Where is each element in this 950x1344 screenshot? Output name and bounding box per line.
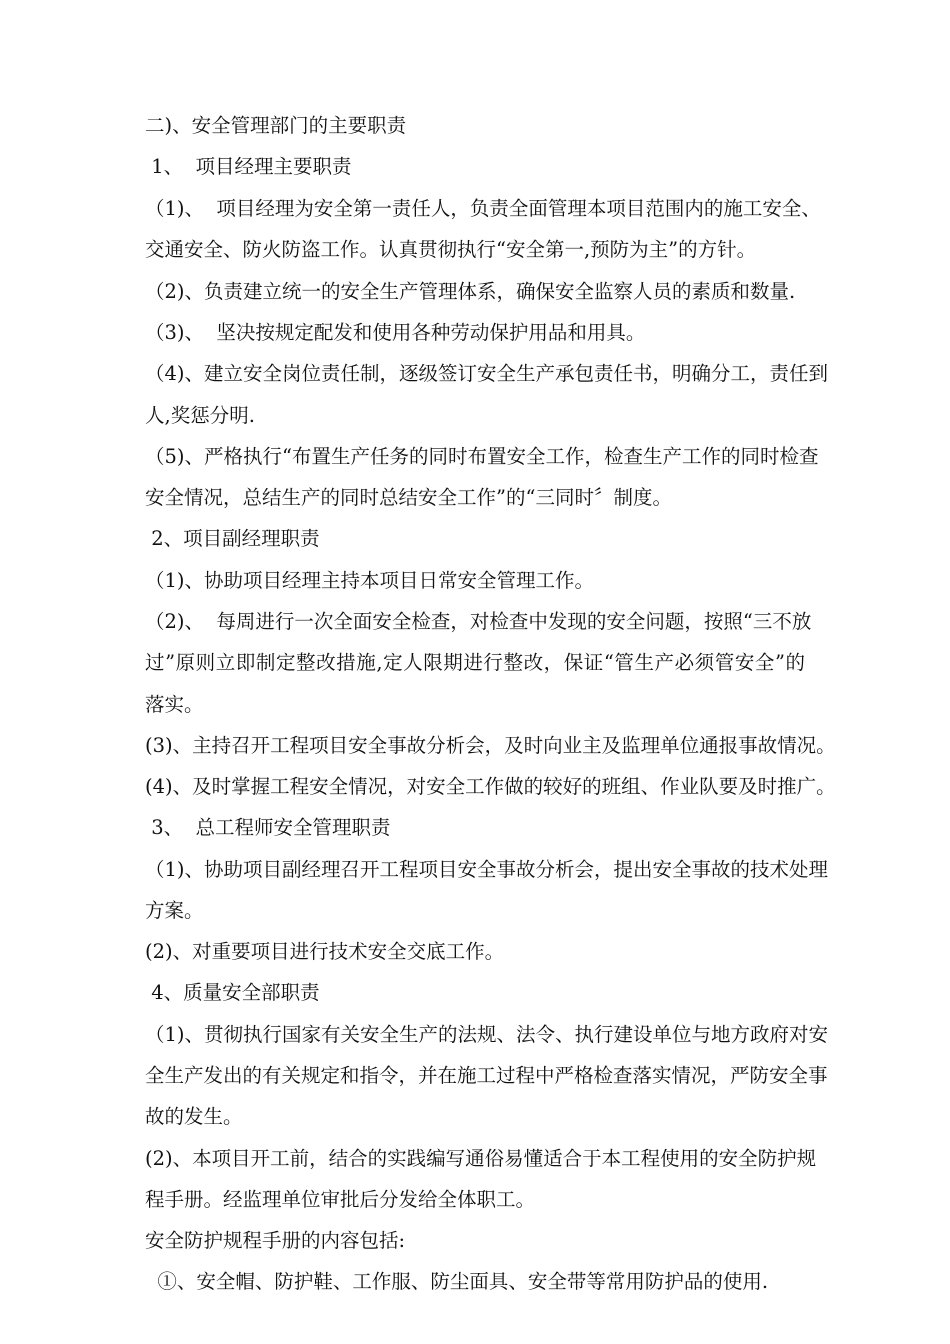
paragraph-line: （2)、 每周进行一次全面安全检查，对检查中发现的安全问题，按照“三不放 [145,610,812,633]
subsection-heading: 2、项目副经理职责 [145,527,320,550]
paragraph-line: 过”原则立即制定整改措施,定人限期进行整改，保证“管生产必须管安全”的 [145,651,805,674]
paragraph-line: （1)、协助项目副经理召开工程项目安全事故分析会，提出安全事故的技术处理 [145,858,829,881]
paragraph-line: （1)、贯彻执行国家有关安全生产的法规、法令、执行建设单位与地方政府对安 [145,1023,829,1046]
paragraph-line: 全生产发出的有关规定和指令，并在施工过程中严格检查落实情况，严防安全事 [145,1064,828,1087]
paragraph-line: 安全情况，总结生产的同时总结安全工作”的“三同时〞制度。 [145,486,672,509]
section-heading: 二)、安全管理部门的主要职责 [145,114,407,137]
paragraph-line: 故的发生。 [145,1105,243,1128]
paragraph-line: （2)、负责建立统一的安全生产管理体系，确保安全监察人员的素质和数量. [145,280,796,303]
paragraph-line: （1)、 项目经理为安全第一责任人，负责全面管理本项目范围内的施工安全、 [145,197,821,220]
paragraph-line: 程手册。经监理单位审批后分发给全体职工。 [145,1188,536,1211]
paragraph-line: (4)、及时掌握工程安全情况，对安全工作做的较好的班组、作业队要及时推广。 [145,775,836,798]
paragraph-line: (2)、对重要项目进行技术安全交底工作。 [145,940,505,963]
list-item: ①、安全帽、防护鞋、工作服、防尘面具、安全带等常用防护品的使用. [145,1270,769,1293]
subsection-heading: 4、质量安全部职责 [145,981,320,1004]
subsection-heading: 1、 项目经理主要职责 [145,155,352,178]
paragraph-line: 方案。 [145,899,204,922]
paragraph-line: （4)、建立安全岗位责任制，逐级签订安全生产承包责任书，明确分工，责任到 [145,362,829,385]
subsection-heading: 3、 总工程师安全管理职责 [145,816,391,839]
paragraph-line: 落实。 [145,693,204,716]
paragraph-line: 交通安全、防火防盗工作。认真贯彻执行“安全第一,预防为主”的方针。 [145,238,757,261]
paragraph-line: 人,奖惩分明. [145,404,255,427]
paragraph-line: （1)、协助项目经理主持本项目日常安全管理工作。 [145,569,595,592]
paragraph-line: （3)、 坚决按规定配发和使用各种劳动保护用品和用具。 [145,321,646,344]
paragraph-line: (2)、本项目开工前，结合的实践编写通俗易懂适合于本工程使用的安全防护规 [145,1147,817,1170]
paragraph-line: (3)、主持召开工程项目安全事故分析会，及时向业主及监理单位通报事故情况。 [145,734,836,757]
paragraph-line: 安全防护规程手册的内容包括: [145,1229,406,1252]
paragraph-line: （5)、严格执行“布置生产任务的同时布置安全工作，检查生产工作的同时检查 [145,445,819,468]
